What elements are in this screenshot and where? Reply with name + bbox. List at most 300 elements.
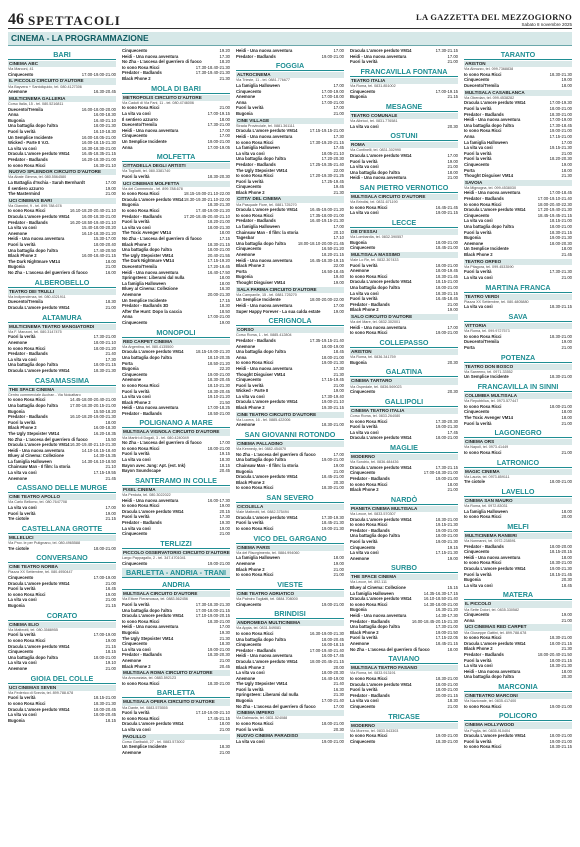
showtimes: 19.30 — [219, 520, 230, 525]
showtimes: 17.00-18.00-21.15 — [195, 607, 230, 613]
film-title: Predator - Badlands — [8, 351, 48, 357]
showtimes: 18.50 — [219, 308, 230, 314]
film-title: Fuori la verità — [464, 156, 492, 162]
film-title: La vita va così — [350, 164, 379, 170]
film-title: Cinquecento — [122, 319, 148, 325]
city-heading: POLIGNANO A MARE — [122, 418, 230, 428]
film-title: Super Happy Forever - La sua calda estate — [236, 308, 321, 314]
film-title: Cinquecento — [464, 409, 490, 415]
showtimes: 15.50-18.20 — [93, 408, 116, 414]
film-title: Black Phone 2 — [350, 307, 379, 313]
showtimes: 18.15-20.15 — [549, 549, 572, 555]
showtimes: 21.10 — [105, 464, 116, 470]
cinema-name: TEATRO VERDI — [464, 294, 572, 300]
cinema-address: Piazza XX Settembre, tel. 080.4950447 — [8, 570, 73, 575]
showtimes: 19.00-21.00 — [435, 527, 458, 533]
film-title: The Ugly Stepsister VM14 — [122, 252, 174, 258]
film-title: Cinquecento — [236, 642, 262, 648]
film-row — [464, 514, 572, 520]
city-heading: CASSANO DELLE MURGE — [8, 483, 116, 493]
showtimes: 18.00-21.10 — [93, 339, 116, 345]
cinema-name: CINEMA PALLADINO — [236, 441, 344, 447]
film-row — [350, 739, 458, 745]
showtimes: 17.15-22.05 — [435, 635, 458, 641]
showtimes: 18.00-20.45 — [321, 636, 344, 642]
showtimes: 16.10-18.50-21.40 — [423, 596, 458, 602]
showtimes: 16.45-18.45 — [435, 296, 458, 302]
city-heading: TERLIZZI — [122, 539, 230, 549]
showtimes: 17.00 — [105, 505, 116, 511]
film-title: Fuori la verità — [236, 686, 264, 692]
showtimes: 17.30-21.15 — [435, 464, 458, 470]
showtimes: 17.00-19.15 — [207, 110, 230, 116]
showtimes: 18.30-21.00 — [549, 560, 572, 566]
cinema-name: TEATRO DEI TRULLI — [8, 289, 116, 295]
showtimes: 14.10-16.15-18.40 — [81, 447, 116, 453]
film-title: Io sono Rosa Ricci — [236, 212, 274, 218]
film-title: Wicked - Parte II V.O. — [8, 140, 50, 146]
showtimes: 19.15-21.30 — [435, 522, 458, 528]
film-title: Anemone — [122, 377, 142, 383]
film-title: Cinquecento — [350, 88, 376, 94]
cinema-address: Via Annunziata, tel. 0883.592123 — [122, 676, 177, 681]
film-title: La vita va così — [350, 123, 379, 129]
showtimes: 20.30 — [447, 123, 458, 129]
film-title: La vita va così — [8, 145, 37, 151]
film-row — [236, 704, 344, 710]
showtimes: 16.00-18.45-20.15-21.30 — [411, 618, 458, 624]
film-title: Cinquecento — [236, 88, 262, 94]
film-title: Cinquecento — [122, 371, 148, 377]
cinema-name: IL PICCOLO CIRCUITO D'AUTORE — [8, 78, 116, 84]
film-title: Una battaglia dopo l'altra — [8, 402, 58, 408]
showtimes: 16.00-17.45 — [321, 653, 344, 659]
film-title: Heidi - Una nuova avventura — [350, 175, 407, 181]
film-title: La vita va così — [236, 670, 265, 676]
film-title: La vita va così — [464, 582, 493, 588]
showtimes: 17.10-19.00-21.10 — [195, 710, 230, 716]
showtimes: 18.00-21.00 — [549, 733, 572, 739]
showtimes: 17.00-19.00 — [93, 575, 116, 581]
film-row — [8, 666, 116, 672]
showtimes: 18.00-19.00 — [321, 343, 344, 349]
film-title: Fuori la verità — [122, 514, 150, 520]
film-title: Anna — [122, 314, 133, 320]
showtimes: 19.10-21.20 — [207, 394, 230, 400]
showtimes: 21.15 — [105, 643, 116, 649]
film-title: Bugonia — [464, 577, 481, 583]
showtimes: 19.00 — [561, 161, 572, 167]
cinema-address: Via del Risorgimento, tel. 0884.994060 — [236, 550, 300, 555]
film-title: Black Phone 2 — [122, 75, 151, 81]
city-heading: MELFI — [464, 522, 572, 532]
film-title: Duecento/Tremila — [122, 264, 157, 270]
film-title: Una battaglia dopo l'altra — [350, 624, 400, 630]
showtimes: 18.30-20.30 — [207, 652, 230, 658]
film-title: Heidi - Una nuova avventura — [350, 613, 407, 619]
cinema-address: Corso Garibaldi, 27 - tel. 0883.573002 — [122, 739, 185, 744]
showtimes: 18.30-21.30 — [549, 71, 572, 77]
film-title: Io sono Rosa Ricci — [236, 139, 274, 145]
cinema-name: SALO CIRCUITO D'AUTORE — [350, 314, 458, 320]
showtimes: 17.00 — [447, 152, 458, 158]
film-title: Black Phone 2 — [464, 646, 493, 652]
film-row — [122, 727, 230, 733]
film-row — [8, 163, 116, 169]
city-heading: CASAMASSIMA — [8, 376, 116, 386]
film-row — [8, 516, 116, 522]
showtimes: 19.00 — [333, 388, 344, 394]
showtimes: 19.10 — [105, 660, 116, 666]
showtimes: 18.00-21.00 — [435, 533, 458, 539]
film-row — [236, 280, 344, 286]
film-title: Dracula L'amore perduto VM14 — [8, 442, 70, 448]
film-title: La famiglia Halloween — [8, 458, 52, 464]
showtimes: 21.00 — [105, 665, 116, 671]
cinema-address: Via Moreno, tel. 0833.543303 — [350, 728, 399, 733]
showtimes: 18.00-21.15 — [93, 362, 116, 368]
film-title: Io sono Rosa Ricci — [464, 403, 502, 409]
listing-column — [8, 48, 116, 828]
cinema-address: Via Continelli, tel. 0831.302990 — [350, 148, 401, 153]
film-title: Heidi - Una nuova avventura — [122, 127, 179, 133]
showtimes: 21.00 — [561, 275, 572, 280]
cinema-name: RED CARPET CINEMA — [122, 339, 230, 345]
cinema-name: MULTISALA VIGNOLA CIRCUITO D'AUTORE — [122, 429, 230, 435]
film-title: La vita va così — [122, 646, 151, 652]
film-title: Anemone — [236, 675, 256, 681]
film-title: Duecento/Tremila — [8, 299, 43, 305]
film-title: Heidi - Una nuova avventura — [236, 257, 293, 263]
film-title: Io sono Rosa Ricci — [350, 522, 388, 528]
showtimes: 17.15-19.15-21.00 — [309, 128, 344, 134]
cinema-name: MODERNO — [350, 723, 458, 729]
film-title: Anemone — [236, 252, 256, 258]
showtimes: 18.15-21.00 — [93, 695, 116, 701]
showtimes: 18.30-21.00 — [321, 422, 344, 428]
film-title: Fuori la verità — [8, 128, 36, 134]
film-row — [350, 307, 458, 313]
film-title: Io sono Rosa Ricci — [350, 481, 388, 487]
showtimes: 18.00-20.00-22.00 — [309, 297, 344, 303]
showtimes: 18.30-21.30 — [207, 202, 230, 208]
showtimes: 19.00-21.00 — [549, 128, 572, 134]
film-title: The Ugly Stepsister VM14 — [236, 167, 288, 173]
city-heading: CASTELLANA GROTTE — [8, 524, 116, 534]
film-title: Springsteen: Liberami dal nulla — [236, 692, 299, 698]
film-title: Cinquecento — [8, 575, 34, 581]
film-title: Anemone — [8, 339, 28, 345]
film-row — [236, 485, 344, 491]
showtimes: 17.10-19.00-20.15 — [195, 613, 230, 619]
film-title: La vita va così — [464, 145, 493, 151]
film-title: Una battaglia dopo l'altra — [8, 654, 58, 660]
film-title: Cinquecento — [350, 738, 376, 744]
showtimes: 18.45-21.30 — [321, 520, 344, 526]
film-title: Dracula L'amore perduto VM14 — [464, 640, 526, 646]
film-title: Cinquecento — [350, 245, 376, 251]
showtimes: 19.00 — [447, 555, 458, 561]
showtimes: 16.45 — [105, 586, 116, 592]
film-title: Il sentiero azzurro — [8, 185, 44, 191]
cinema-address: Largo Pappagallo, 2 - tel. 347.4701041 — [122, 555, 186, 560]
film-title: Black Phone 2 — [236, 664, 265, 670]
film-row — [464, 275, 572, 281]
showtimes: 16.10-18.30-21.20 — [81, 230, 116, 236]
film-row — [8, 718, 116, 724]
listing-column — [350, 48, 458, 828]
showtimes: 19.00 — [105, 637, 116, 643]
film-title: La famiglia Halloween — [236, 224, 280, 230]
film-title: Io sono Rosa Ricci — [8, 591, 46, 597]
film-row — [350, 175, 458, 181]
film-row — [236, 526, 344, 532]
showtimes: 18.00 — [105, 419, 116, 425]
film-title: Duecento/Tremila — [122, 122, 157, 128]
showtimes: 20.15 — [219, 508, 230, 514]
showtimes: 19.00 — [105, 510, 116, 516]
cinema-name: MULTICINEMA TEATRO MANGIATORDI — [8, 324, 116, 330]
showtimes: 18.00 — [561, 409, 572, 415]
film-title: Predator - Badlands — [236, 161, 276, 167]
showtimes: 16.30 — [219, 286, 230, 292]
city-heading: TAVIANO — [350, 654, 458, 664]
film-title: Anemone — [236, 94, 256, 100]
film-row — [122, 750, 230, 756]
film-title: Una battaglia dopo l'altra — [236, 457, 286, 463]
cinema-address: Viale Matteotti, tel. 0882.375494 — [236, 510, 289, 515]
film-title: Thought Disguiser VM14 — [464, 173, 514, 179]
film-title: Io sono Rosa Ricci — [236, 630, 274, 636]
showtimes: 17.00 — [561, 139, 572, 145]
showtimes: 19.00-21.15 — [435, 210, 458, 216]
film-row — [122, 561, 230, 567]
film-title: Chainsaw Man - Il film: la storia — [236, 229, 299, 235]
film-title: Porta — [236, 268, 247, 274]
cinema-name: THE SPACE CINEMA — [8, 387, 116, 393]
showtimes: 18.00-20.40-22.30 — [537, 201, 572, 207]
film-row — [350, 245, 458, 251]
showtimes: 17.45-21.15 — [207, 715, 230, 721]
film-title: Bayon Soundscape — [122, 468, 161, 474]
film-title: Duecento/Tremila — [464, 82, 499, 88]
city-heading: MONOPOLI — [122, 328, 230, 338]
film-title: Anemone — [464, 240, 484, 246]
city-heading: FRANCAVILLA FONTANA — [350, 67, 458, 77]
film-title: Black Phone 2 — [122, 241, 151, 247]
film-title: Predator - Badlands — [236, 337, 276, 343]
film-title: The Ugly Stepsister VM14 — [122, 635, 174, 641]
cinema-address: Via Napoli, tel. 0973.41449 — [464, 445, 509, 450]
film-title: Io sono Rosa Ricci — [236, 360, 274, 366]
showtimes: 19.00 — [219, 525, 230, 531]
film-row — [122, 145, 230, 151]
film-title: Dracula L'amore perduto VM14 — [236, 474, 298, 480]
film-title: Fuori la verità — [350, 538, 378, 544]
showtimes: 20.00 — [561, 514, 572, 520]
film-row — [350, 487, 458, 493]
cinema-name: CINE TEATRO ADRIATICO — [236, 591, 344, 597]
showtimes: 18.00-19.45 — [435, 268, 458, 274]
film-title: Io sono Rosa Ricci — [464, 333, 502, 339]
cinema-name: CORSO — [236, 327, 344, 333]
film-title: Predator - Badlands 3D — [122, 303, 169, 309]
showtimes: 19.00 — [333, 279, 344, 285]
showtimes: 16.45-21.45 — [435, 204, 458, 210]
showtimes: 18.30 — [219, 303, 230, 309]
newspaper-name: LA GAZZETTA DEL MEZZOGIORNO — [415, 12, 572, 22]
film-title: Bugonia — [8, 264, 25, 270]
city-heading: FRANCAVILLA IN SINNI — [464, 382, 572, 392]
film-title: Una battaglia dopo l'altra — [464, 122, 514, 128]
showtimes: 18.00-21.15 — [549, 640, 572, 646]
film-title: Dracula L'amore perduto VM14 — [8, 367, 70, 373]
showtimes: 17.00-19.40-21.40 — [309, 647, 344, 653]
film-row — [8, 368, 116, 374]
showtimes: 20.00-21.15 — [435, 692, 458, 698]
showtimes: 21.00 — [447, 703, 458, 709]
section-banner: CINEMA - LA PROGRAMMAZIONE — [8, 32, 572, 46]
film-title: Duecento/Tremila — [464, 339, 499, 345]
showtimes: 21.30 — [333, 692, 344, 698]
showtimes: 17.40-20.50 — [93, 247, 116, 253]
cinema-name: MULTISALA ROMA CIRCUITO D'AUTORE — [122, 670, 230, 676]
film-title: Heidi - Una nuova avventura — [350, 324, 407, 330]
cinema-address: Via Roma, tel. 0831.851002 — [350, 83, 396, 88]
film-row — [236, 739, 344, 745]
showtimes: 18.00-21.00 — [549, 479, 572, 485]
film-title: Heidi - Una nuova avventura — [236, 365, 293, 371]
showtimes: 18.30-21.15 — [549, 304, 572, 310]
film-title: Black Phone 2 — [236, 189, 265, 195]
listing-column — [236, 48, 344, 828]
showtimes: 21.00 — [333, 382, 344, 388]
showtimes: 17.30-21.00 — [93, 334, 116, 340]
film-title: Fuori la verità — [464, 269, 492, 275]
showtimes: 18.30 — [219, 641, 230, 647]
cinema-name: MILLELUCI — [8, 535, 116, 541]
film-title: Io sono Rosa Ricci — [122, 382, 160, 388]
film-title: Thought Disguiser VM14 — [236, 279, 286, 285]
film-title: Dracula L'amore perduto VM14 — [8, 643, 70, 649]
showtimes: 18.00-21.00 — [435, 681, 458, 687]
cinema-address: Via Pitagora, tel. 099.4533590 — [464, 264, 514, 269]
showtimes: 16.20-18.50-19.40-21.10 — [69, 219, 116, 225]
showtimes: 19.00-21.00 — [207, 138, 230, 144]
film-row — [236, 727, 344, 733]
film-title: Anna — [464, 617, 475, 623]
film-title: Predator - Badlands — [350, 692, 390, 698]
film-row — [122, 76, 230, 82]
showtimes: 17.10 — [333, 235, 344, 241]
showtimes: 21.00 — [447, 301, 458, 307]
showtimes: 16.00-18.00-20.00 — [81, 106, 116, 112]
showtimes: 18.15 — [105, 717, 116, 723]
cinema-name: VITTORIA — [464, 323, 572, 329]
film-title: Un Semplice Incidente — [464, 374, 509, 380]
showtimes: 17.00 — [333, 224, 344, 230]
film-title: Black Phone 2 — [122, 663, 151, 669]
film-title: The Ugly Stepsister VM14 — [8, 430, 60, 436]
film-title: Heidi - Una nuova avventura — [236, 653, 293, 659]
showtimes: 21.00 — [333, 566, 344, 572]
film-title: Bugonia — [236, 468, 253, 474]
showtimes: 18.30-21.00 — [321, 485, 344, 491]
showtimes: 19.00 — [333, 560, 344, 566]
film-title: Heidi - Una nuova avventura — [350, 53, 407, 59]
cinema-name: PIXEL CINEMA — [122, 487, 230, 493]
cinema-address: Via Bayvera + Santoliquido, tel. 080.4127306 — [8, 84, 82, 89]
film-title: Predator - Badlands — [350, 618, 390, 624]
film-title: Anemone — [122, 750, 142, 756]
film-row — [464, 345, 572, 351]
cinema-name: CICOLELLA — [236, 504, 344, 510]
film-title: Heidi - Una nuova avventura — [8, 447, 65, 453]
film-title: Dracula L'amore perduto VM14 — [122, 613, 184, 619]
cinema-name: UCI CINEMAS SEVEN — [8, 685, 116, 691]
newspaper-page — [8, 6, 572, 832]
cinema-address: Via Ospedale, tel. 0836.569023 — [350, 384, 402, 389]
film-row — [122, 174, 230, 180]
film-title: Black Phone 2 — [236, 263, 265, 269]
city-heading: CORATO — [8, 611, 116, 621]
city-heading: MOLA DI BARI — [122, 84, 230, 94]
showtimes: 16.30-19.40-21.10-21.30 — [69, 442, 116, 448]
showtimes: 21.30 — [333, 189, 344, 195]
masthead — [8, 6, 572, 29]
showtimes: 18.45 — [561, 582, 572, 588]
film-title: Thought Disguiser VM14 — [236, 371, 286, 377]
film-title: Cinquecento — [464, 161, 490, 167]
cinema-address: Centro commerciale Auchan - Via Noicattaro — [8, 392, 81, 397]
showtimes: 17.00 — [447, 324, 458, 330]
showtimes: 17.00-19.00 — [321, 88, 344, 94]
film-title: Dracula L'amore perduto VM14 — [8, 305, 70, 310]
film-title: Predator - Badlands — [236, 218, 276, 224]
showtimes: 18.30-21.00 — [549, 111, 572, 117]
showtimes: 19.00-21.30 — [321, 526, 344, 531]
showtimes: 18.30-21.00 — [435, 676, 458, 681]
city-heading: LAVELLO — [464, 487, 572, 497]
cinema-address: Via Marconi, 41 — [8, 67, 34, 72]
film-title: Predator - Badlands — [464, 111, 504, 117]
film-title: La famiglia Halloween — [236, 145, 280, 151]
showtimes: 21.00 — [105, 191, 116, 197]
film-title: Fuori la verità — [464, 571, 492, 577]
cinema-name: CITTADELLA DEGLI ARTISTI — [122, 163, 230, 169]
showtimes: 18.00-21.00 — [549, 224, 572, 230]
cinema-name: CINE TEATRO CIRCUITO D'AUTORE — [236, 412, 344, 418]
showtimes: 18.00-21.30 — [93, 123, 116, 129]
showtimes: 18.00-18.10-20.00-21.45 — [297, 240, 344, 246]
showtimes: 19.15 — [219, 451, 230, 457]
cinema-name: THE SPACE CINEMA — [350, 574, 458, 580]
film-title: Bugonia — [236, 110, 253, 116]
film-title: Heidi - Una nuova avventura — [464, 554, 521, 560]
city-heading: VICO DEL GARGANO — [236, 534, 344, 544]
film-row — [464, 618, 572, 624]
film-title: Un Semplice Incidente — [122, 138, 167, 144]
showtimes: 17.00-19.00 — [93, 632, 116, 638]
showtimes: 21.00 — [105, 597, 116, 603]
cinema-name: MULTISALA MASSIMO — [350, 252, 458, 258]
film-title: Io sono Rosa Ricci — [464, 703, 502, 709]
cinema-address: Via Abruzzo, tel. 099.7368838 — [464, 67, 514, 72]
film-title: Bugonia — [122, 202, 139, 208]
cinema-name: IL PICCOLO — [464, 601, 572, 607]
cinema-address: Corso Italia, 15 - tel. 080.5216811 — [8, 101, 64, 106]
showtimes: 18.45-21.00 — [435, 245, 458, 251]
